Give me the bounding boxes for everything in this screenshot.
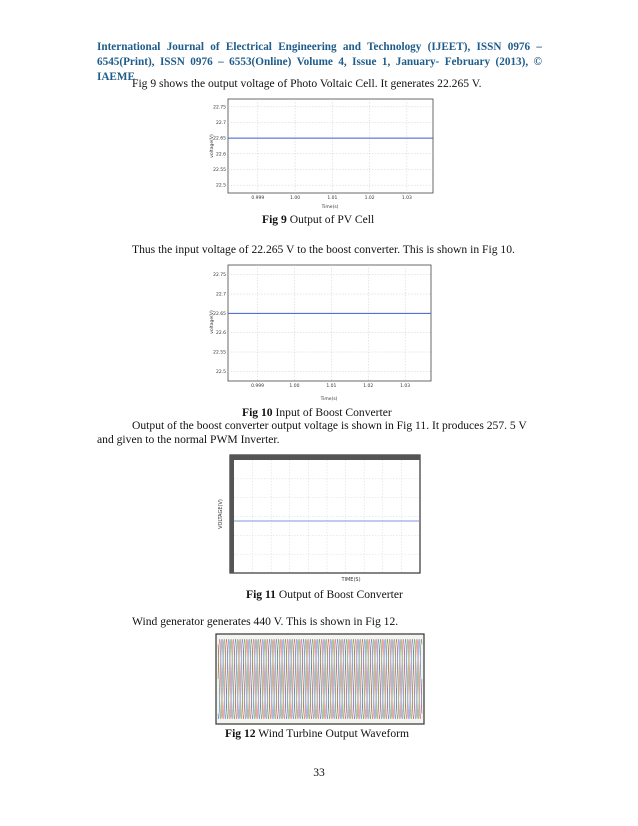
fig11-caption (246, 588, 403, 601)
fig12-caption (225, 727, 409, 740)
paragraph-fig9-intro: Fig 9 shows the output voltage of Photo Voltaic Cell. It generates 22.265 V. (132, 77, 482, 90)
x-tick-label: 1.01 (326, 384, 337, 389)
fig9-label: Fig 9 (262, 213, 287, 226)
x-tick-label: 1.00 (289, 384, 300, 389)
x-tick-label: 1.03 (400, 384, 411, 389)
fig9-ylabel: voltage(V) (210, 134, 215, 158)
fig11-top-bar (230, 455, 420, 460)
fig11-ylabel: VOLTAGE(V) (218, 499, 224, 529)
x-tick-label: 1.00 (290, 196, 301, 201)
fig11-plot (216, 452, 424, 593)
x-tick-label: 1.01 (327, 196, 338, 201)
fig11-xlabel: TIME(S) (341, 577, 361, 583)
fig10-ylabel: voltage(V) (210, 310, 215, 334)
y-tick-label: 22.75 (213, 105, 226, 111)
fig10-caption (242, 406, 392, 419)
header-line-2: 6545(Print), ISSN 0976 – 6553(Online) Volume 4, Issue 1, January- February (2013), © IAEME (97, 56, 542, 83)
x-tick-label: 0.999 (251, 384, 264, 389)
fig12-label: Fig 12 (225, 727, 256, 740)
fig12-title: Wind Turbine Output Waveform (258, 727, 410, 740)
fig10-plot-frame (228, 265, 431, 381)
fig9-title: Output of PV Cell (289, 213, 375, 226)
fig11-title: Output of Boost Converter (278, 588, 403, 601)
paragraph-fig11-intro-line1: Output of the boost converter output voltage is shown in Fig 11. It produces 257. 5 V (132, 419, 527, 432)
y-tick-label: 22.7 (215, 121, 226, 126)
y-tick-label: 22.55 (213, 350, 226, 356)
fig11-chart (216, 452, 424, 588)
fig10-chart (205, 262, 437, 404)
paragraph-fig10-intro: Thus the input voltage of 22.265 V to the boost converter. This is shown in Fig 10. (132, 243, 515, 256)
x-tick-label: 1.02 (363, 384, 374, 389)
x-tick-label: 0.999 (251, 196, 265, 201)
fig9-xlabel: Time(s) (321, 205, 339, 210)
fig10-plot (205, 262, 437, 409)
y-tick-label: 22.7 (215, 292, 226, 298)
fig11-left-bar (230, 455, 234, 573)
fig9-plot-frame (228, 99, 433, 193)
y-tick-label: 22.5 (215, 183, 226, 189)
y-tick-label: 22.6 (215, 331, 226, 337)
x-tick-label: 1.02 (364, 196, 375, 201)
y-tick-label: 22.75 (213, 273, 226, 279)
y-tick-label: 22.65 (213, 311, 226, 317)
y-tick-label: 22.5 (215, 369, 226, 375)
fig9-chart (205, 96, 437, 212)
paragraph-fig12-intro: Wind generator generates 440 V. This is shown in Fig 12. (132, 615, 399, 628)
y-tick-label: 22.65 (213, 136, 226, 142)
fig10-title: Input of Boost Converter (275, 406, 392, 419)
y-tick-label: 22.6 (215, 152, 226, 158)
y-tick-label: 22.55 (213, 168, 226, 173)
fig11-label: Fig 11 (246, 588, 276, 601)
fig10-label: Fig 10 (242, 406, 273, 419)
paragraph-fig11-intro-line2: and given to the normal PWM Inverter. (97, 433, 280, 446)
fig12-chart (214, 632, 426, 726)
fig12-plot (214, 632, 426, 731)
fig9-plot (205, 96, 437, 217)
header-line-1: International Journal of Electrical Engineering and Technology (IJEET), ISSN 0976 – (97, 41, 542, 53)
fig10-xlabel: Time(s) (320, 397, 338, 402)
fig11-plot-frame (230, 455, 420, 573)
x-tick-label: 1.03 (401, 196, 412, 201)
page-number: 33 (313, 766, 325, 779)
fig9-caption (262, 213, 374, 226)
